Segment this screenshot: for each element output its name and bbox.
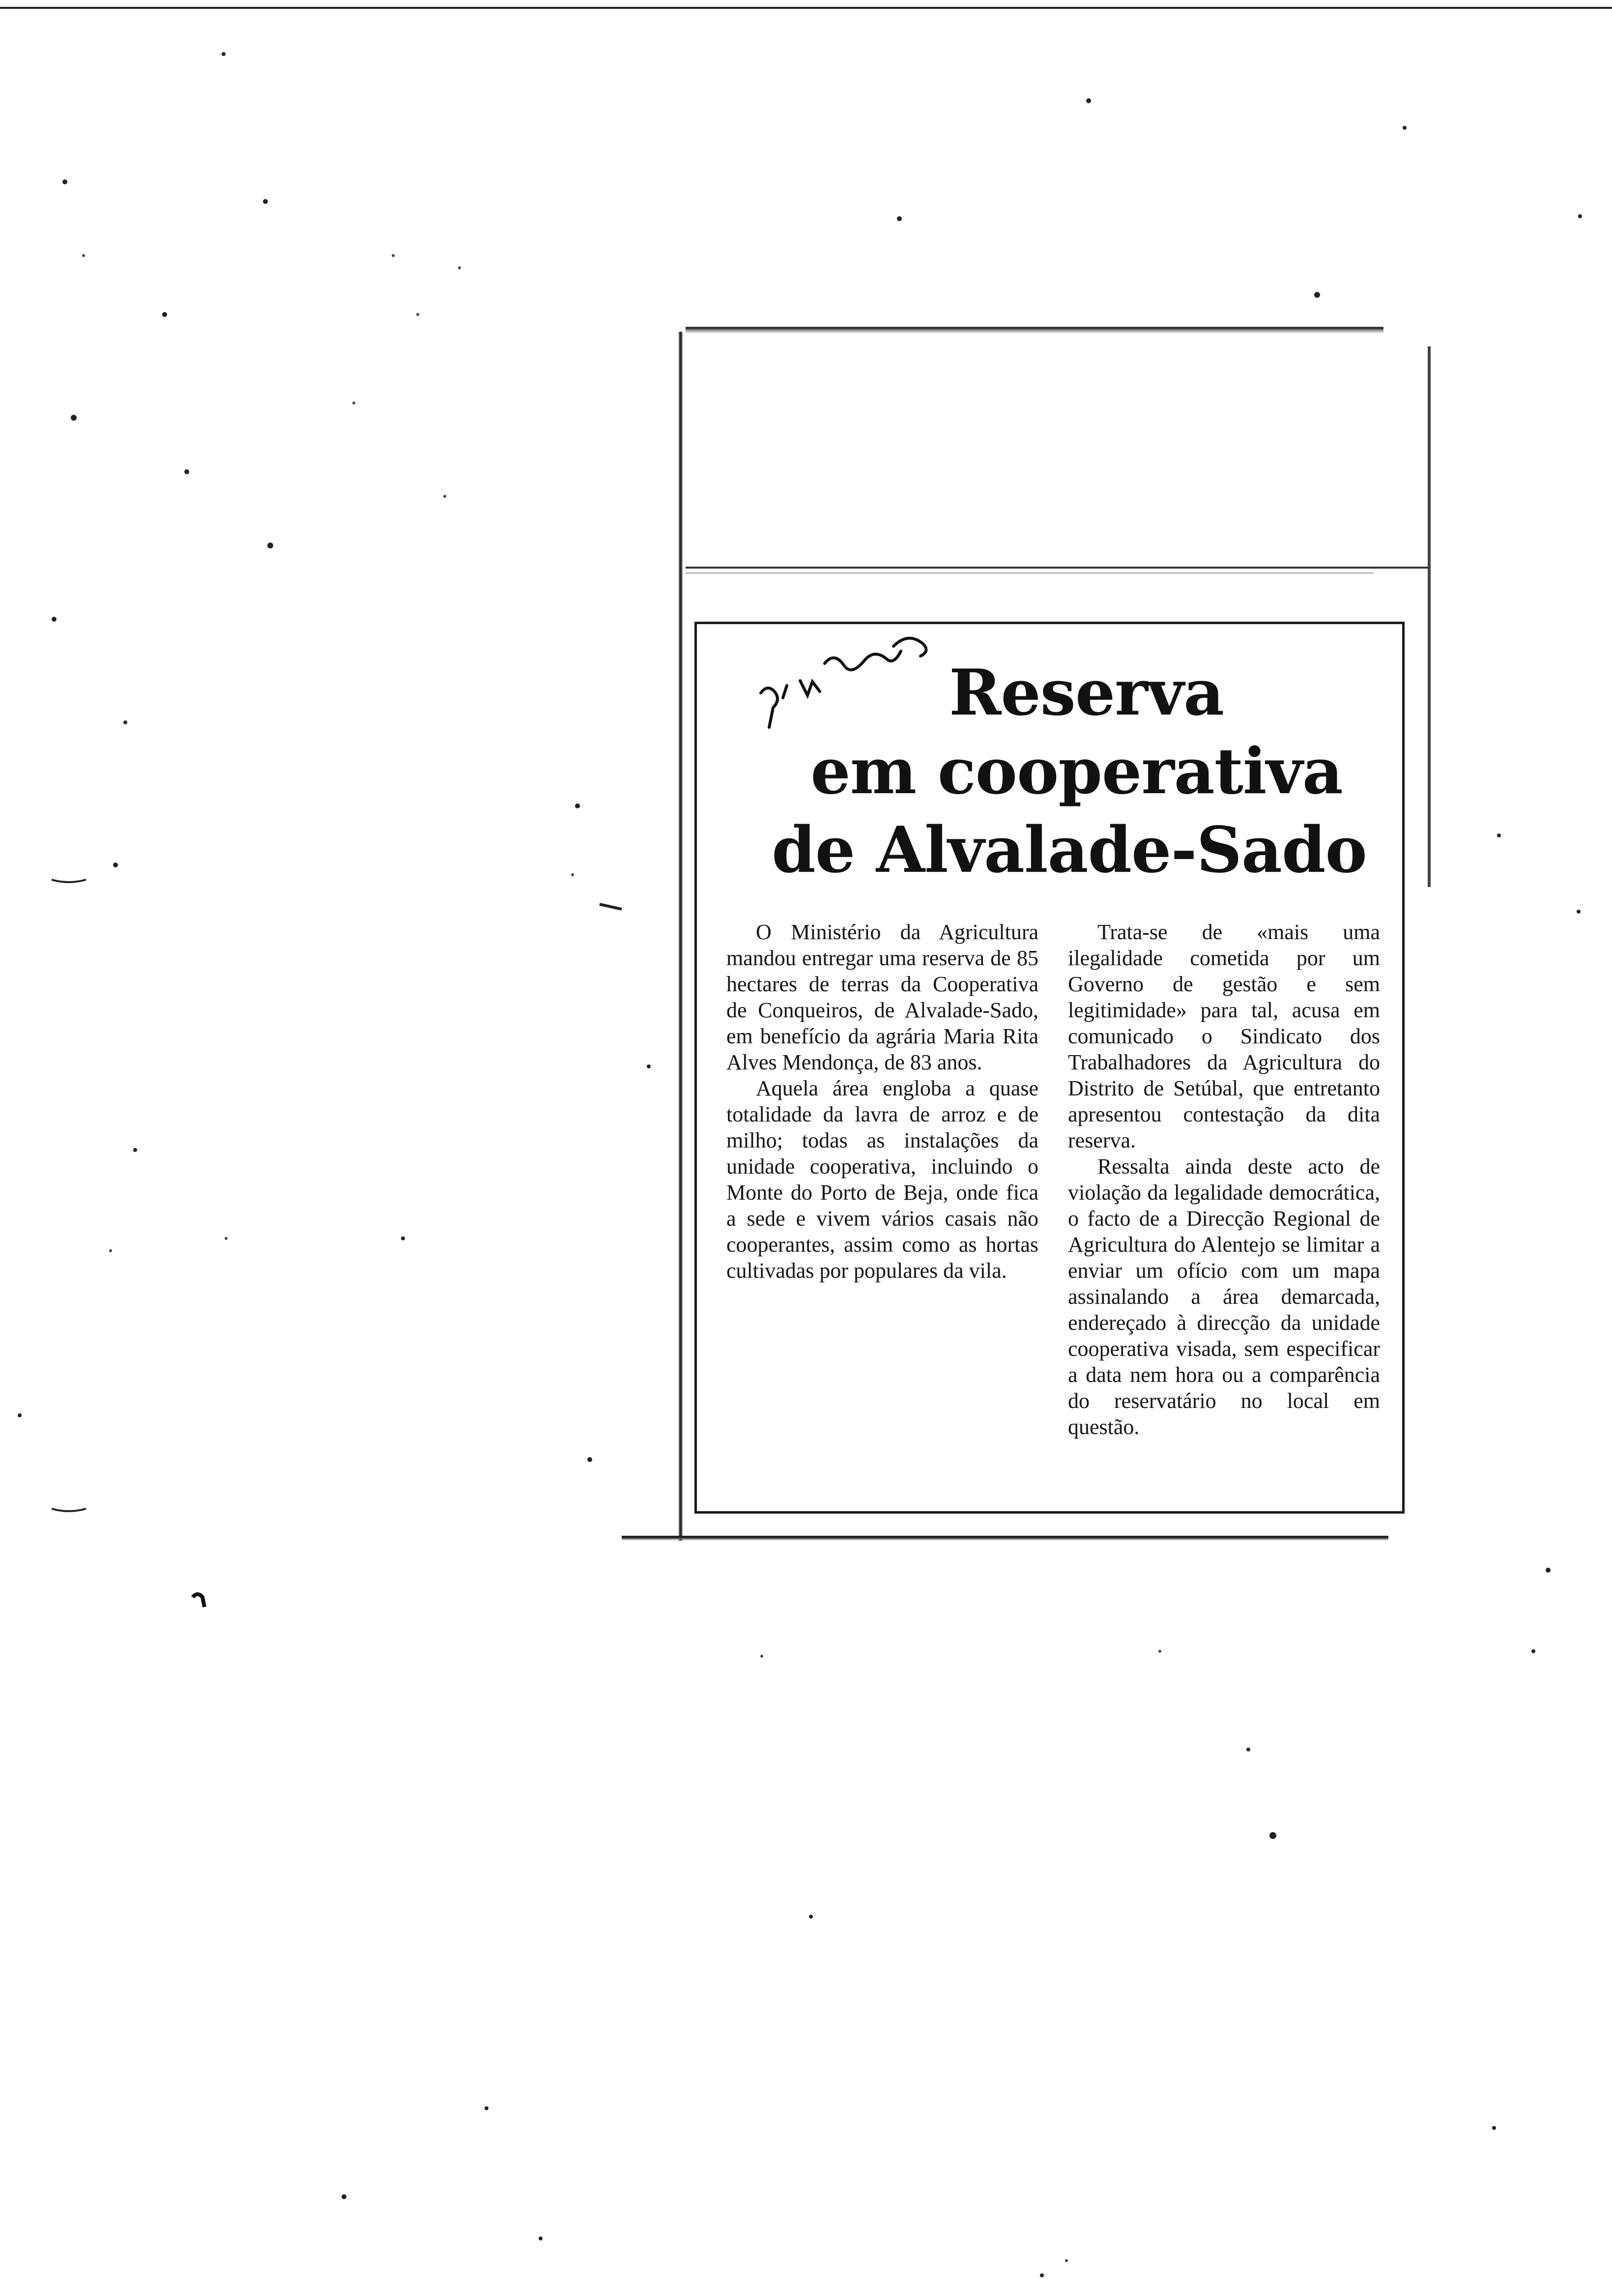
column-left — [726, 919, 1038, 1284]
clipping-right-edge — [1428, 346, 1431, 887]
article-box — [694, 622, 1405, 1514]
paragraph-4: Ressalta ainda deste acto de violação da legalidade democrática, o facto de a Direcção Regional de Agricultura do Alentejo se limitar a enviar um ofício com um mapa assinalando a área demarcada, endereçado à direcção da unidade cooperativa visada, sem especificar a data nem hora ou a comparência do reservatário no local em questão. — [1068, 1154, 1380, 1439]
clipping-top-edge — [686, 327, 1383, 334]
column-right — [1068, 919, 1380, 1440]
clipping-divider-thin — [686, 573, 1374, 574]
clipping-bottom-edge — [622, 1536, 1388, 1541]
paragraph-3: Trata-se de «mais uma ilegalidade cometida por um Governo de gestão e sem legitimidade» para tal, acusa em comunicado o Sindicato dos Trabalhadores da Agricultura do Distrito de Setúbal, que entretanto apresentou contestação da dita reserva. — [1068, 920, 1380, 1152]
paragraph-2: Aquela área engloba a quase totalidade da lavra de arroz e de milho; todas as instalações da unidade cooperativa, incluindo o Monte do Porto de Beja, onde fica a sede e vivem vários casais não cooperantes, assim como as hortas cultivadas por populares da vila. — [726, 1076, 1038, 1283]
clipping-divider — [686, 567, 1428, 569]
clipping-left-edge — [678, 332, 683, 1541]
headline — [697, 654, 1402, 890]
headline-line-1: Reserva — [949, 656, 1224, 730]
article-body — [726, 919, 1380, 1499]
headline-line-3: de Alvalade-Sado — [772, 813, 1367, 887]
paragraph-1: O Ministério da Agricultura mandou entregar uma reserva de 85 hectares de terras da Cooperativa de Conqueiros, de Alvalade-Sado, em benefício da agrária Maria Rita Alves Mendonça, de 83 anos. — [726, 920, 1038, 1074]
headline-line-2: em cooperativa — [810, 735, 1343, 808]
